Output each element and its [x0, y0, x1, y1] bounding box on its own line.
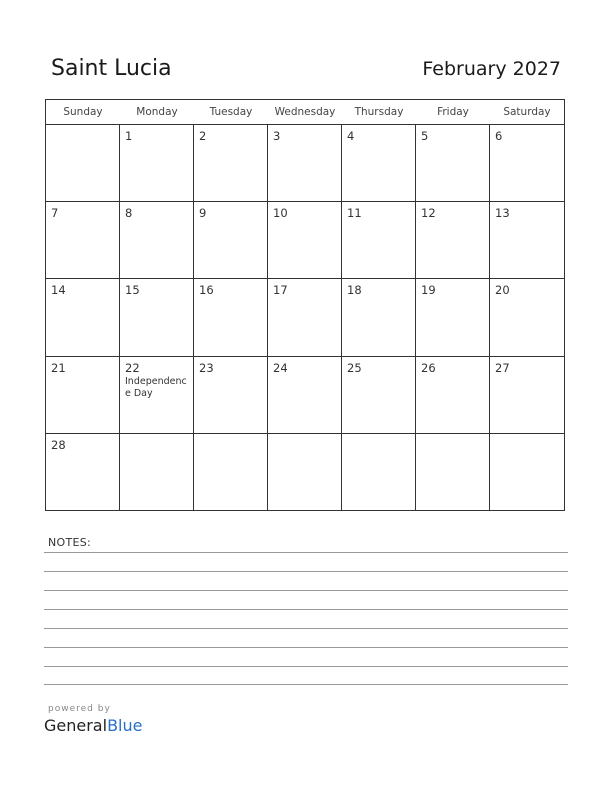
brand-logo — [44, 704, 142, 736]
calendar-header — [0, 0, 612, 90]
day-number: 5 — [421, 129, 429, 143]
day-number: 11 — [347, 206, 362, 221]
weekday-label: Monday — [136, 106, 178, 118]
month-title: February 2027 — [422, 58, 561, 80]
day-cell — [194, 357, 268, 434]
day-number: 15 — [125, 283, 140, 298]
day-cell — [46, 434, 120, 511]
note-line — [44, 684, 568, 685]
day-cell — [46, 125, 120, 202]
weekday-label: Saturday — [503, 106, 551, 118]
day-cell — [490, 125, 564, 202]
day-cell — [46, 279, 120, 356]
day-cell — [416, 125, 490, 202]
day-number: 10 — [273, 206, 288, 221]
day-number: 28 — [51, 437, 66, 452]
day-cell — [46, 357, 120, 434]
day-cell — [342, 434, 416, 511]
day-cell — [120, 357, 194, 434]
day-number: 26 — [421, 360, 436, 375]
day-number: 6 — [495, 129, 503, 143]
note-line — [44, 590, 568, 591]
day-cell — [416, 434, 490, 511]
day-cell — [416, 357, 490, 434]
day-number: 1 — [125, 129, 133, 143]
day-cell — [416, 279, 490, 356]
day-number: 2 — [199, 129, 207, 143]
day-cell — [490, 279, 564, 356]
holiday-event: Independence Day — [125, 375, 187, 399]
day-number: 18 — [347, 283, 362, 298]
day-cell — [268, 125, 342, 202]
day-cell — [342, 357, 416, 434]
day-number: 7 — [51, 206, 59, 221]
powered-by-text: powered by — [48, 704, 111, 714]
day-number: 25 — [347, 360, 362, 375]
day-number: 21 — [51, 360, 66, 375]
day-cell — [194, 202, 268, 279]
day-cell — [342, 279, 416, 356]
notes-label: NOTES: — [48, 536, 92, 549]
day-number: 27 — [495, 360, 510, 375]
day-number: 17 — [273, 283, 288, 298]
day-number: 8 — [125, 206, 133, 221]
day-cell — [46, 202, 120, 279]
calendar-weeks — [46, 125, 564, 511]
day-cell — [120, 125, 194, 202]
day-number: 4 — [347, 129, 355, 143]
day-cell — [120, 202, 194, 279]
calendar-grid — [45, 99, 565, 511]
day-number: 20 — [495, 283, 510, 298]
day-cell — [416, 202, 490, 279]
day-number: 3 — [273, 129, 281, 143]
note-line — [44, 571, 568, 572]
day-cell — [120, 279, 194, 356]
weekday-label: Tuesday — [209, 106, 253, 118]
day-number: 14 — [51, 283, 66, 298]
note-line — [44, 666, 568, 667]
day-number: 24 — [273, 360, 288, 375]
day-number: 16 — [199, 283, 214, 298]
day-cell — [120, 434, 194, 511]
day-cell — [342, 202, 416, 279]
brand-name-general: General — [44, 716, 108, 735]
note-line — [44, 647, 568, 648]
day-cell — [490, 357, 564, 434]
note-line — [44, 609, 568, 610]
day-cell — [490, 202, 564, 279]
day-cell — [268, 279, 342, 356]
country-title: Saint Lucia — [51, 56, 172, 81]
day-cell — [490, 434, 564, 511]
note-line — [44, 628, 568, 629]
brand-name-blue: Blue — [107, 716, 143, 735]
weekday-label: Thursday — [354, 106, 404, 118]
day-cell — [194, 125, 268, 202]
weekday-header-row — [46, 100, 564, 125]
day-number: 13 — [495, 206, 510, 221]
day-number: 23 — [199, 360, 214, 375]
day-cell — [342, 125, 416, 202]
day-cell — [194, 279, 268, 356]
day-number: 12 — [421, 206, 436, 221]
day-cell — [268, 202, 342, 279]
note-line — [44, 552, 568, 553]
brand-name — [44, 716, 142, 736]
weekday-label: Sunday — [63, 106, 103, 118]
weekday-label: Friday — [437, 106, 469, 118]
day-number: 19 — [421, 283, 436, 298]
day-number: 9 — [199, 206, 207, 221]
day-cell — [268, 357, 342, 434]
day-cell — [268, 434, 342, 511]
weekday-label: Wednesday — [274, 106, 336, 118]
day-number: 22 — [125, 360, 140, 375]
day-cell — [194, 434, 268, 511]
